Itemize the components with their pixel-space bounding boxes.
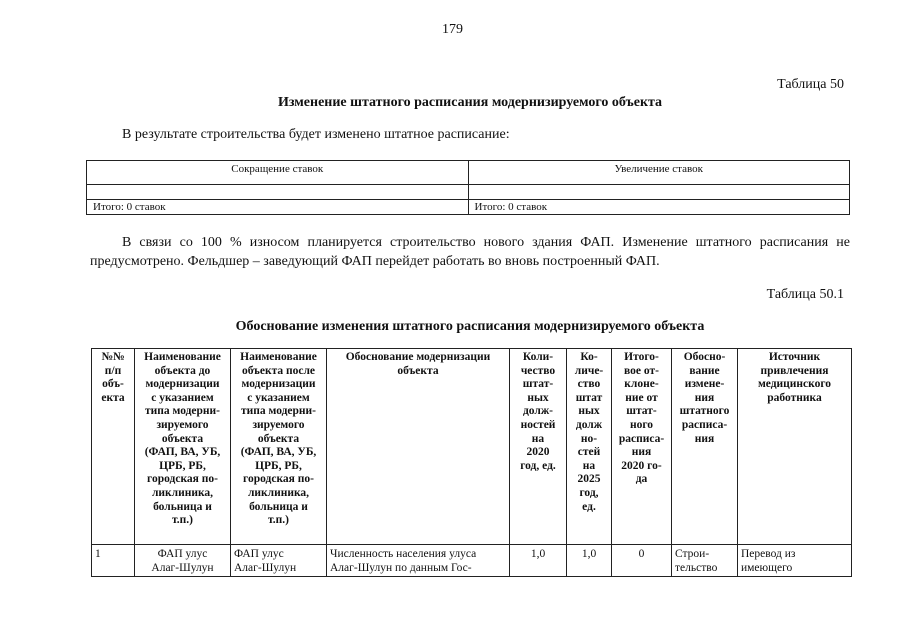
cell-justification: Численность населения улуса Алаг-Шулун по данным Гос- [327,545,510,577]
table-cell [87,185,469,200]
table-header-row [87,161,850,185]
table-title: Обоснование изменения штатного расписания модернизируемого объекта [235,319,705,334]
table-header-row [92,349,852,545]
table-row [92,545,852,577]
header-staff-2020: Коли- чество штат- ных долж- ностей на 2020 год, ед. [510,349,567,545]
body-paragraph: В связи со 100 % износом планируется строительство нового здания ФАП. Изменение штатного расписания не предусмотрено. Фельдшер – заведующий ФАП перейдет работать во вновь построенный ФАП. [90,235,850,269]
header-object-before: Наименование объекта до модернизации с указанием типа модерни- зируемого объекта (ФАП, ВА, УБ, ЦРБ, РБ, городская по- ликлиника, больница и т.п.) [135,349,231,545]
cell-deviation: 0 [612,545,672,577]
table-label: Таблица 50.1 [766,287,844,302]
staffing-change-table [86,160,850,215]
header-reduction: Сокращение ставок [87,161,469,185]
cell-object-after: ФАП улус Алаг-Шулун [231,545,327,577]
header-source: Источник привлечения медицинского работника [738,349,852,545]
table-total-row [87,200,850,215]
header-change-reason: Обосно- вание измене- ния штатного расписа- ния [672,349,738,545]
cell-staff-2025: 1,0 [567,545,612,577]
total-reduction: Итого: 0 ставок [87,200,469,215]
cell-staff-2020: 1,0 [510,545,567,577]
header-justification: Обоснование модернизации объекта [327,349,510,545]
header-object-after: Наименование объекта после модернизации с указанием типа модерни- зируемого объекта (ФАП, ВА, УБ, ЦРБ, РБ, городская по- ликлиника, больница и т.п.) [231,349,327,545]
table-cell [468,185,850,200]
cell-number: 1 [92,545,135,577]
cell-object-before: ФАП улус Алаг-Шулун [135,545,231,577]
header-number: №№ п/п объ- екта [92,349,135,545]
cell-change-reason: Строи- тельство [672,545,738,577]
total-increase: Итого: 0 ставок [468,200,850,215]
header-staff-2025: Ко- личе- ство штат ных долж но- стей на 2025 год, ед. [567,349,612,545]
header-increase: Увеличение ставок [468,161,850,185]
table-title: Изменение штатного расписания модернизируемого объекта [277,95,663,110]
header-deviation: Итого- вое от- клоне- ние от штат- ного расписа- ния 2020 го- да [612,349,672,545]
intro-text: В результате строительства будет изменено штатное расписание: [122,127,510,142]
cell-source: Перевод из имеющего [738,545,852,577]
table-label: Таблица 50 [777,77,844,92]
justification-table [91,348,852,577]
page-number: 179 [442,22,463,37]
table-row-empty [87,185,850,200]
